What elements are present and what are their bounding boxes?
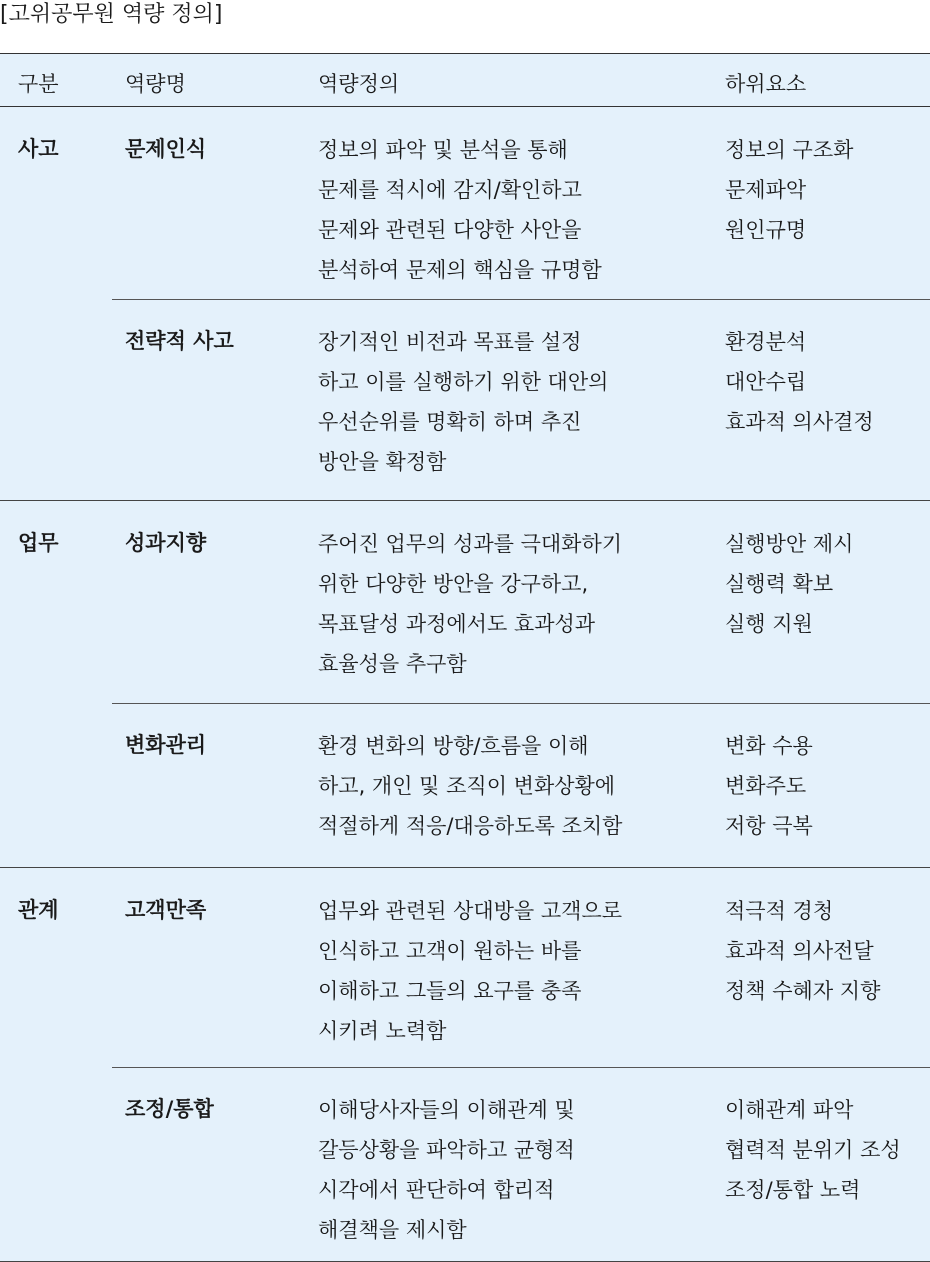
definition-line: 시키려 노력함	[318, 1019, 447, 1043]
competency-definition	[318, 133, 602, 293]
table-row	[0, 1067, 930, 1261]
definition-line: 적절하게 적응/대응하도록 조치함	[318, 814, 623, 838]
table-row	[0, 868, 930, 1067]
subelement-item: 실행방안 제시	[725, 532, 854, 556]
table-row	[0, 299, 930, 500]
competency-table	[0, 53, 930, 1262]
definition-line: 우선순위를 명확히 하며 추진	[318, 410, 582, 434]
competency-subelements	[725, 325, 874, 445]
group-label: 업무	[18, 531, 59, 555]
table-row	[0, 107, 930, 299]
competency-definition	[318, 729, 622, 849]
competency-name: 조정/통합	[125, 1097, 214, 1121]
definition-line: 정보의 파악 및 분석을 통해	[318, 138, 568, 162]
definition-line: 갈등상황을 파악하고 균형적	[318, 1138, 575, 1162]
subelement-item: 실행력 확보	[725, 572, 834, 596]
competency-definition	[318, 527, 622, 687]
group-thinking	[0, 107, 930, 501]
table-header-row	[0, 54, 930, 107]
definition-line: 인식하고 고객이 원하는 바를	[318, 939, 582, 963]
table-caption: [고위공무원 역량 정의]	[0, 2, 223, 27]
header-name: 역량명	[125, 72, 186, 96]
subelement-item: 정책 수혜자 지향	[725, 979, 881, 1003]
definition-line: 하고, 개인 및 조직이 변화상황에	[318, 774, 616, 798]
subelement-item: 원인규명	[725, 218, 807, 242]
subelement-item: 문제파악	[725, 178, 807, 202]
subelement-item: 정보의 구조화	[725, 138, 854, 162]
subelement-item: 변화주도	[725, 774, 807, 798]
competency-name: 전략적 사고	[125, 329, 234, 353]
definition-line: 효율성을 추구함	[318, 652, 467, 676]
group-work	[0, 501, 930, 868]
table-row	[0, 501, 930, 703]
competency-name: 문제인식	[125, 137, 207, 161]
subelement-item: 저항 극복	[725, 814, 813, 838]
definition-line: 분석하여 문제의 핵심을 규명함	[318, 258, 602, 282]
definition-line: 하고 이를 실행하기 위한 대안의	[318, 370, 609, 394]
definition-line: 시각에서 판단하여 합리적	[318, 1178, 555, 1202]
competency-subelements	[725, 729, 813, 849]
subelement-item: 효과적 의사결정	[725, 410, 874, 434]
group-label: 관계	[18, 898, 59, 922]
subelement-item: 환경분석	[725, 330, 807, 354]
group-relations	[0, 868, 930, 1262]
competency-subelements	[725, 894, 880, 1014]
competency-name: 고객만족	[125, 898, 207, 922]
competency-subelements	[725, 133, 853, 253]
competency-subelements	[725, 1093, 901, 1213]
subelement-item: 변화 수용	[725, 734, 813, 758]
subelement-item: 효과적 의사전달	[725, 939, 874, 963]
competency-name: 변화관리	[125, 733, 207, 757]
subelement-item: 이해관계 파악	[725, 1098, 854, 1122]
competency-definition	[318, 325, 608, 485]
subelement-item: 조정/통합 노력	[725, 1178, 861, 1202]
definition-line: 문제와 관련된 다양한 사안을	[318, 218, 582, 242]
definition-line: 환경 변화의 방향/흐름을 이해	[318, 734, 589, 758]
definition-line: 이해하고 그들의 요구를 충족	[318, 979, 582, 1003]
table-row	[0, 703, 930, 867]
header-category: 구분	[18, 72, 59, 96]
header-subelements: 하위요소	[725, 72, 807, 96]
subelement-item: 실행 지원	[725, 612, 813, 636]
definition-line: 장기적인 비전과 목표를 설정	[318, 330, 582, 354]
subelement-item: 대안수립	[725, 370, 807, 394]
definition-line: 목표달성 과정에서도 효과성과	[318, 612, 596, 636]
definition-line: 해결책을 제시함	[318, 1218, 467, 1242]
definition-line: 문제를 적시에 감지/확인하고	[318, 178, 582, 202]
subelement-item: 협력적 분위기 조성	[725, 1138, 901, 1162]
definition-line: 주어진 업무의 성과를 극대화하기	[318, 532, 623, 556]
competency-subelements	[725, 527, 853, 647]
header-definition: 역량정의	[318, 72, 400, 96]
group-label: 사고	[18, 137, 59, 161]
definition-line: 업무와 관련된 상대방을 고객으로	[318, 899, 623, 923]
definition-line: 위한 다양한 방안을 강구하고,	[318, 572, 589, 596]
subelement-item: 적극적 경청	[725, 899, 834, 923]
definition-line: 방안을 확정함	[318, 450, 447, 474]
competency-definition	[318, 1093, 575, 1253]
competency-definition	[318, 894, 622, 1054]
competency-name: 성과지향	[125, 531, 207, 555]
definition-line: 이해당사자들의 이해관계 및	[318, 1098, 575, 1122]
